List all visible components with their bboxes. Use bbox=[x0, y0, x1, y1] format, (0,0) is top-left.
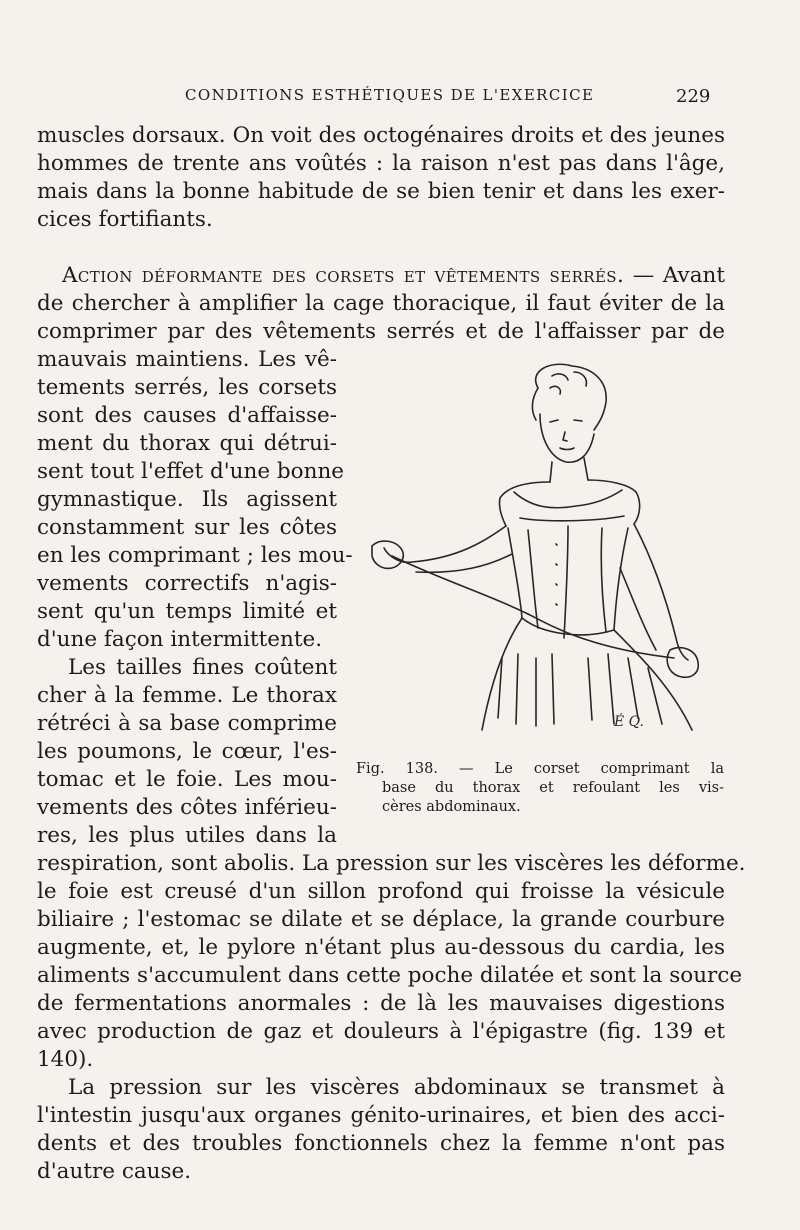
text-line: muscles dorsaux. On voit des octogénaires droits et des jeunes bbox=[37, 123, 725, 148]
text-line: de chercher à amplifier la cage thoracique, il faut éviter de la bbox=[37, 291, 725, 316]
caption-line: cères abdominaux. bbox=[382, 799, 521, 815]
text-line: biliaire ; l'estomac se dilate et se déplace, la grande courbure bbox=[37, 907, 725, 932]
text-line: hommes de trente ans voûtés : la raison n'est pas dans l'âge, bbox=[37, 151, 725, 176]
corset-woman-drawing bbox=[352, 358, 724, 758]
right-arm-outer bbox=[634, 524, 688, 660]
corset-seams bbox=[528, 526, 606, 638]
caption-line: base du thorax et refoulant les vis- bbox=[382, 780, 724, 796]
text-line: les poumons, le cœur, l'es- bbox=[37, 739, 337, 764]
hair-outline bbox=[536, 364, 607, 430]
right-arm-inner bbox=[620, 568, 656, 650]
page-number: 229 bbox=[676, 86, 711, 107]
section-heading-line bbox=[62, 262, 725, 290]
text-line: dents et des troubles fonctionnels chez la femme n'ont pas bbox=[37, 1131, 725, 1156]
text-line: cices fortifiants. bbox=[37, 207, 213, 232]
hair-curls bbox=[550, 372, 586, 394]
text-line: comprimer par des vêtements serrés et de l'affaisser par de bbox=[37, 319, 725, 344]
text-line: sont des causes d'affaisse- bbox=[37, 403, 337, 428]
corset-buttons bbox=[556, 544, 557, 605]
figure-caption bbox=[356, 760, 724, 817]
text-line: sent tout l'effet d'une bonne bbox=[37, 459, 345, 484]
figure-138-illustration bbox=[352, 358, 724, 758]
measuring-tape bbox=[392, 556, 528, 614]
chemise-neckline bbox=[514, 490, 622, 508]
text-line: mauvais maintiens. Les vê- bbox=[37, 347, 337, 372]
hair-left bbox=[532, 388, 538, 420]
text-line: aliments s'accumulent dans cette poche dilatée et sont la source bbox=[37, 963, 743, 988]
text-line: avec production de gaz et douleurs à l'épigastre (fig. 139 et bbox=[37, 1019, 725, 1044]
left-hand bbox=[372, 541, 403, 568]
text-line: res, les plus utiles dans la bbox=[37, 823, 337, 848]
text-line: respiration, sont abolis. La pression sur les viscères les déforme. bbox=[37, 851, 746, 876]
text-line: 140). bbox=[37, 1047, 94, 1072]
text-line: sent qu'un temps limité et bbox=[37, 599, 337, 624]
caption-line: Fig. 138. — Le corset comprimant la bbox=[356, 761, 724, 777]
left-arm-outer bbox=[384, 526, 506, 562]
text-line: rétréci à sa base comprime bbox=[37, 711, 337, 736]
text-line: augmente, et, le pylore n'étant plus au-dessous du cardia, les bbox=[37, 935, 725, 960]
text-line: le foie est creusé d'un sillon profond qui froisse la vésicule bbox=[37, 879, 725, 904]
text-line: mais dans la bonne habitude de se bien tenir et dans les exer- bbox=[37, 179, 725, 204]
running-title: CONDITIONS ESTHÉTIQUES DE L'EXERCICE bbox=[185, 86, 595, 104]
text-line: vements des côtes inférieu- bbox=[37, 795, 337, 820]
nose bbox=[563, 432, 567, 441]
right-hand bbox=[667, 648, 698, 678]
text-line: Les tailles fines coûtent bbox=[68, 655, 337, 680]
corset-top bbox=[520, 516, 624, 521]
section-heading: Action déformante des corsets et vêtements serrés. bbox=[62, 263, 625, 288]
text-line: La pression sur les viscères abdominaux se transmet à bbox=[68, 1075, 725, 1100]
text-line: gymnastique. Ils agissent bbox=[37, 487, 337, 512]
face-outline bbox=[540, 414, 594, 462]
left-arm-inner bbox=[416, 554, 512, 572]
mouth bbox=[560, 448, 574, 450]
measuring-tape-right bbox=[528, 614, 674, 658]
text-line: tomac et le foie. Les mou- bbox=[37, 767, 337, 792]
text-line: de fermentations anormales : de là les mauvaises digestions bbox=[37, 991, 725, 1016]
text-line: cher à la femme. Le thorax bbox=[37, 683, 337, 708]
text-line: l'intestin jusqu'aux organes génito-urinaires, et bien des acci- bbox=[37, 1103, 725, 1128]
text-line: ment du thorax qui détrui- bbox=[37, 431, 337, 456]
running-head bbox=[0, 86, 800, 110]
eyes bbox=[550, 420, 582, 422]
section-heading-rest: — Avant bbox=[624, 263, 725, 288]
text-line: vements correctifs n'agis- bbox=[37, 571, 337, 596]
text-line: constamment sur les côtes bbox=[37, 515, 337, 540]
text-line: tements serrés, les corsets bbox=[37, 375, 337, 400]
text-line: d'une façon intermittente. bbox=[37, 627, 323, 652]
artist-signature: É Q. bbox=[614, 714, 644, 730]
text-line: en les comprimant ; les mou- bbox=[37, 543, 353, 568]
text-line: d'autre cause. bbox=[37, 1159, 192, 1184]
